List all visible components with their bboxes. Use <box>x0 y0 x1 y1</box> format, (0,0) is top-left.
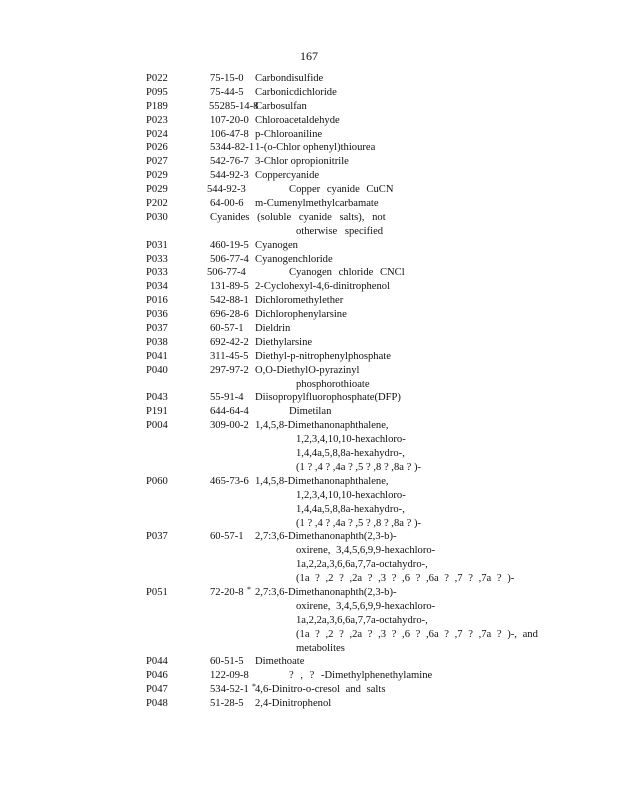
cas-number: 542-88-1 <box>210 295 249 307</box>
substance-name <box>255 308 487 322</box>
list-item <box>0 211 618 239</box>
substance-name <box>255 197 487 211</box>
substance-name-line: otherwise specified <box>296 225 384 237</box>
substance-name <box>255 183 487 197</box>
list-item <box>0 128 618 142</box>
substance-name-line: oxirene, 3,4,5,6,9,9-hexachloro- <box>296 600 436 612</box>
substance-name-line: 2,7:3,6-Dimethanonaphth(2,3-b)- <box>255 531 397 543</box>
substance-name-line: 2-Cyclohexyl-4,6-dinitrophenol <box>255 281 391 293</box>
page-number: 167 <box>300 49 318 63</box>
list-item <box>0 350 618 364</box>
substance-name-line: Dieldrin <box>255 323 291 335</box>
substance-name <box>255 253 487 267</box>
list-item <box>0 141 618 155</box>
waste-code: P189 <box>146 100 168 112</box>
substance-name-line: 1,2,3,4,10,10-hexachloro- <box>296 434 406 446</box>
substance-name <box>255 155 487 169</box>
substance-name <box>255 697 487 711</box>
waste-code: P029 <box>146 170 168 182</box>
waste-code: P040 <box>146 364 168 376</box>
cas-number: 55-91-4 <box>210 392 244 404</box>
substance-name-line: 1,4,4a,5,8,8a-hexahydro-, <box>296 503 405 515</box>
waste-code: P048 <box>146 698 168 710</box>
substance-name-line: ? , ? -Dimethylphenethylamine <box>289 670 433 682</box>
list-item <box>0 669 618 683</box>
waste-code: P041 <box>146 350 168 362</box>
waste-code: P029 <box>146 184 168 196</box>
cas-number: 122-09-8 <box>210 670 249 682</box>
substance-name-line: 3-Chlor opropionitrile <box>255 156 349 168</box>
list-item <box>0 169 618 183</box>
list-item <box>0 586 618 655</box>
substance-name-line: Cyanogenchloride <box>255 253 333 265</box>
list-item <box>0 530 618 586</box>
entries-list <box>0 72 618 711</box>
list-item <box>0 72 618 86</box>
cas-number: 51-28-5 <box>210 698 244 710</box>
substance-name-line: Carbosulfan <box>255 100 307 112</box>
cas-number: 460-19-5 <box>210 239 249 251</box>
substance-name-line: Diisopropylfluorophosphate(DFP) <box>255 392 401 404</box>
waste-code: P033 <box>146 267 168 279</box>
cas-number: 696-28-6 <box>210 309 249 321</box>
substance-name <box>255 530 515 586</box>
waste-code: P191 <box>146 406 168 418</box>
substance-name <box>255 391 487 405</box>
substance-name-line: 1,4,5,8-Dimethanonaphthalene, <box>255 475 389 487</box>
substance-name-line: 1a,2,2a,3,6,6a,7,7a-octahydro-, <box>296 559 428 571</box>
substance-name <box>255 586 538 655</box>
list-item <box>0 655 618 669</box>
substance-name-line: 1a,2,2a,3,6,6a,7,7a-octahydro-, <box>296 614 428 626</box>
substance-name-line: 1,4,4a,5,8,8a-hexahydro-, <box>296 448 405 460</box>
cas-number: 75-15-0 <box>210 73 244 84</box>
footnote-mark: * <box>247 584 251 594</box>
substance-name-line: 2,4-Dinitrophenol <box>255 698 332 710</box>
cas-number: 506-77-4 <box>207 267 246 279</box>
list-item <box>0 322 618 336</box>
waste-code: P037 <box>146 323 168 335</box>
cas-number: 309-00-2 <box>210 420 249 432</box>
cas-number: 72-20-8 <box>210 586 244 598</box>
waste-code: P036 <box>146 309 168 321</box>
cas-number: 506-77-4 <box>210 253 249 265</box>
substance-name-line: (1 ? ,4 ? ,4a ? ,5 ? ,8 ? ,8a ? )- <box>296 517 422 529</box>
substance-name <box>255 266 487 280</box>
waste-code: P023 <box>146 114 168 126</box>
cas-number: 75-44-5 <box>210 86 244 98</box>
substance-name <box>255 141 487 155</box>
substance-name <box>255 669 487 683</box>
substance-name-line: oxirene, 3,4,5,6,9,9-hexachloro- <box>296 545 436 557</box>
substance-name-line: phosphorothioate <box>296 378 370 390</box>
substance-name <box>255 128 487 142</box>
cas-number: 534-52-1 <box>210 684 249 696</box>
substance-name <box>255 169 487 183</box>
cas-number: 5344-82-1 <box>210 142 255 154</box>
substance-name <box>255 322 487 336</box>
cas-number: 544-92-3 <box>210 170 249 182</box>
list-item <box>0 475 618 531</box>
substance-name <box>255 336 487 350</box>
substance-name <box>255 72 487 86</box>
substance-name-line: 4,6-Dinitro-o-cresol and salts <box>255 684 386 696</box>
substance-name-line: Dichlorophenylarsine <box>255 309 347 321</box>
substance-name-line: Cyanogen chloride CNCl <box>289 267 405 279</box>
substance-name-line: Coppercyanide <box>255 170 320 182</box>
waste-code: P095 <box>146 86 168 98</box>
cas-number: 297-97-2 <box>210 364 249 376</box>
substance-name-line: Chloroacetaldehyde <box>255 114 340 126</box>
cas-number: 131-89-5 <box>210 281 249 293</box>
substance-name-line: Cyanogen <box>255 239 298 251</box>
cas-number: 544-92-3 <box>207 184 246 196</box>
waste-code: P037 <box>146 531 168 543</box>
waste-code: P046 <box>146 670 168 682</box>
substance-name <box>255 683 487 697</box>
substance-name-line: Carbondisulfide <box>255 73 324 84</box>
substance-name <box>255 239 487 253</box>
substance-name <box>255 86 487 100</box>
waste-code: P024 <box>146 128 168 140</box>
cas-number: 465-73-6 <box>210 475 249 487</box>
cas-number: 60-57-1 <box>210 323 244 335</box>
waste-code: P060 <box>146 475 168 487</box>
cas-number: 60-57-1 <box>210 531 244 543</box>
cas-number: 60-51-5 <box>210 656 244 668</box>
footnote-mark: * <box>252 682 256 692</box>
waste-code: P034 <box>146 281 168 293</box>
list-item <box>0 280 618 294</box>
substance-name-line: 1,4,5,8-Dimethanonaphthalene, <box>255 420 389 432</box>
substance-name <box>255 114 487 128</box>
substance-name <box>255 419 487 475</box>
waste-code: P026 <box>146 142 168 154</box>
waste-code: P047 <box>146 684 168 696</box>
substance-name-line: Diethyl-p-nitrophenylphosphate <box>255 350 391 362</box>
waste-code: P022 <box>146 73 168 84</box>
waste-code: P202 <box>146 198 168 210</box>
cas-number: 55285-14-8 <box>209 100 259 112</box>
list-item <box>0 683 618 697</box>
substance-name <box>255 350 487 364</box>
list-item <box>0 405 618 419</box>
substance-name <box>255 364 487 392</box>
substance-name <box>255 475 487 531</box>
substance-name-line: 1,2,3,4,10,10-hexachloro- <box>296 489 406 501</box>
substance-name-line: m-Cumenylmethylcarbamate <box>255 198 379 210</box>
substance-name-line: Diethylarsine <box>255 336 313 348</box>
substance-name-line: Dimethoate <box>255 656 305 668</box>
list-item <box>0 155 618 169</box>
substance-name-line: (1 ? ,4 ? ,4a ? ,5 ? ,8 ? ,8a ? )- <box>296 461 422 473</box>
substance-name-line: Cyanides (soluble cyanide salts), not <box>210 211 386 223</box>
substance-name-line: 2,7:3,6-Dimethanonaphth(2,3-b)- <box>255 586 397 598</box>
cas-number: 311-45-5 <box>210 350 249 362</box>
substance-name-line: Copper cyanide CuCN <box>289 184 394 196</box>
list-item <box>0 253 618 267</box>
substance-name <box>255 280 487 294</box>
substance-name <box>255 294 487 308</box>
substance-name-line: Carbonicdichloride <box>255 86 337 98</box>
waste-code: P027 <box>146 156 168 168</box>
substance-name <box>210 211 487 239</box>
waste-code: P038 <box>146 336 168 348</box>
substance-name-line: (1a ? ,2 ? ,2a ? ,3 ? ,6 ? ,6a ? ,7 ? ,7a ? )- <box>296 573 515 585</box>
list-item <box>0 86 618 100</box>
substance-name <box>255 405 487 419</box>
list-item <box>0 336 618 350</box>
list-item <box>0 294 618 308</box>
list-item <box>0 308 618 322</box>
cas-number: 106-47-8 <box>210 128 249 140</box>
list-item <box>0 239 618 253</box>
substance-name <box>255 100 487 114</box>
list-item <box>0 419 618 475</box>
list-item <box>0 100 618 114</box>
list-item <box>0 266 618 280</box>
cas-number: 692-42-2 <box>210 336 249 348</box>
substance-name-line: 1-(o-Chlor ophenyl)thiourea <box>255 142 376 154</box>
substance-name-line: Dichloromethylether <box>255 295 344 307</box>
cas-number: 107-20-0 <box>210 114 249 126</box>
waste-code: P031 <box>146 239 168 251</box>
waste-code: P004 <box>146 420 168 432</box>
list-item <box>0 183 618 197</box>
waste-code: P044 <box>146 656 168 668</box>
list-item <box>0 391 618 405</box>
substance-name-line: (1a ? ,2 ? ,2a ? ,3 ? ,6 ? ,6a ? ,7 ? ,7a ? )-, and <box>296 628 538 640</box>
substance-name-line: O,O-DiethylO-pyrazinyl <box>255 364 360 376</box>
waste-code: P016 <box>146 295 168 307</box>
cas-number: 64-00-6 <box>210 198 244 210</box>
waste-code: P051 <box>146 586 168 598</box>
substance-name-line: Dimetilan <box>289 406 332 418</box>
list-item <box>0 114 618 128</box>
waste-code: P043 <box>146 392 168 404</box>
waste-code: P033 <box>146 253 168 265</box>
substance-name-line: metabolites <box>296 642 345 654</box>
list-item <box>0 697 618 711</box>
cas-number: 644-64-4 <box>210 406 249 418</box>
substance-name-line: p-Chloroaniline <box>255 128 323 140</box>
cas-number: 542-76-7 <box>210 156 249 168</box>
substance-name <box>255 655 487 669</box>
list-item <box>0 364 618 392</box>
waste-code: P030 <box>146 211 168 223</box>
list-item <box>0 197 618 211</box>
